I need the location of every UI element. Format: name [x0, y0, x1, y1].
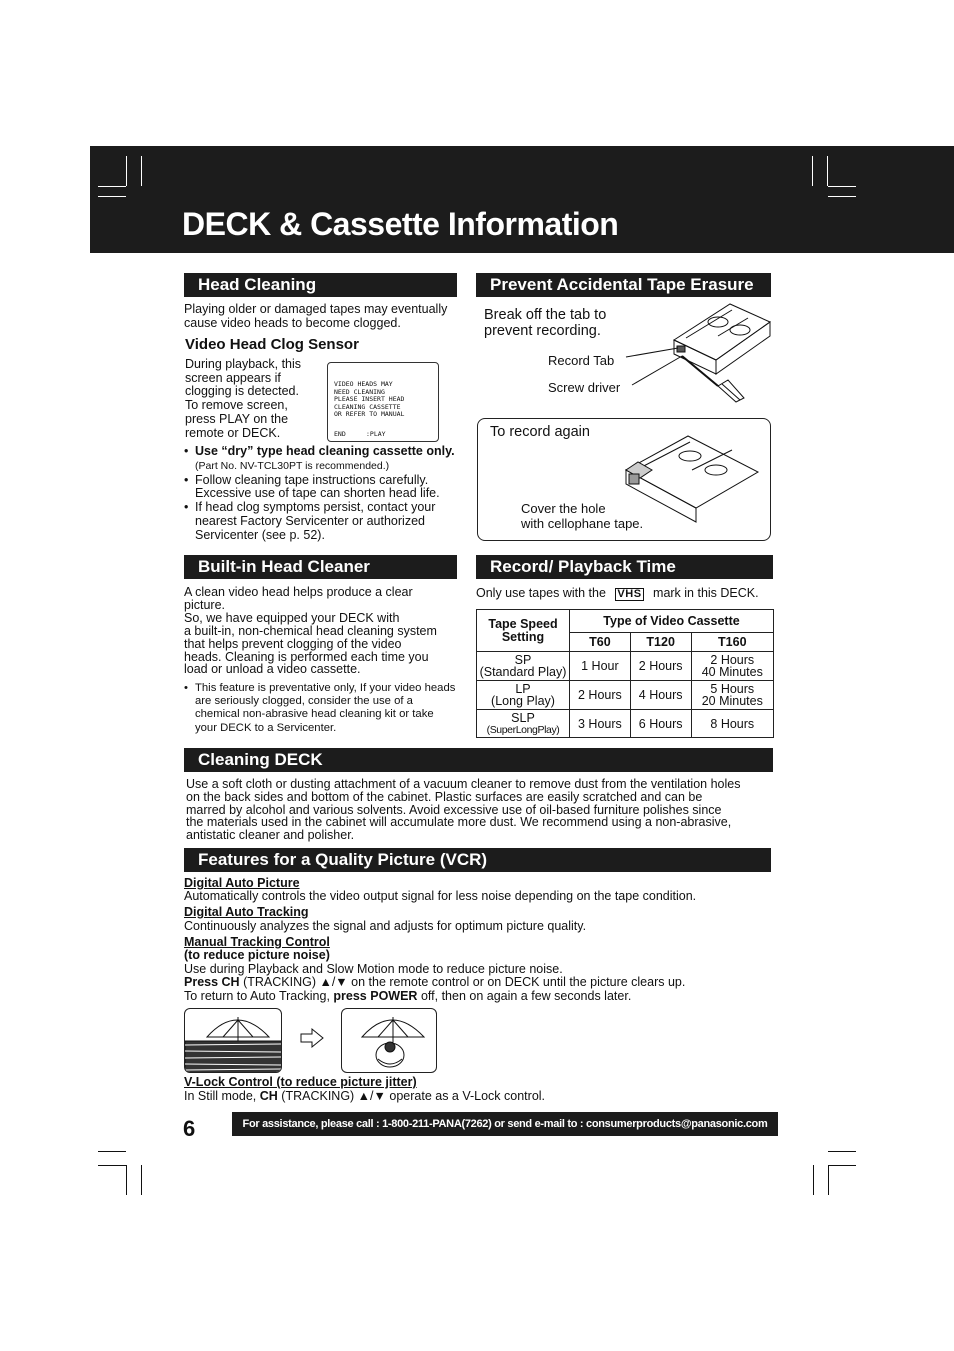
builtin-cleaner-line: So, we have equipped your DECK with — [184, 610, 400, 625]
clog-sensor-line: To remove screen, — [185, 398, 288, 413]
cassette-break-tab-illustration — [620, 300, 775, 405]
clog-sensor-line: remote or DECK. — [185, 425, 281, 440]
time-cell: 3 Hours — [570, 710, 631, 738]
vhs-note-after: mark in this DECK. — [653, 586, 759, 600]
crop-mark — [812, 156, 813, 186]
arrow-right-icon — [299, 1027, 325, 1049]
speed-code: SP — [514, 653, 532, 667]
time-cell — [691, 652, 773, 681]
cleaning-deck-heading: Cleaning DECK — [184, 748, 773, 772]
crop-mark — [828, 1165, 856, 1166]
time-minutes: 40 Minutes — [701, 665, 763, 679]
break-tab-text — [484, 307, 606, 339]
time-hours: 2 Hours — [710, 653, 755, 667]
mtc-subtitle: (to reduce picture noise) — [184, 948, 330, 962]
speed-name: (Long Play) — [491, 694, 555, 708]
prevent-erasure-heading: Prevent Accidental Tape Erasure — [476, 273, 771, 297]
col-t160: T160 — [691, 633, 773, 652]
col-tape-speed: Tape Speed Setting — [477, 610, 570, 652]
time-cell: 4 Hours — [630, 681, 691, 710]
assistance-footer: For assistance, please call : 1-800-211-PANA(7262) or send e-mail to : consumerproducts@panasonic.com — [232, 1112, 778, 1136]
vlock-after: (TRACKING) ▲/▼ operate as a V-Lock control. — [281, 1089, 546, 1103]
crop-mark — [827, 156, 828, 186]
clog-sensor-text — [185, 358, 315, 440]
builtin-cleaner-line: that helps prevent clogging of the video — [184, 636, 402, 651]
cover-hole-line: Cover the hole — [521, 501, 606, 516]
bullet-preventative: • This feature is preventative only, If your video heads are seriously clogged, consider the use of a chemical non-abrasive head cleaning kit or take your DECK to a Servicenter. — [184, 682, 456, 735]
time-cell: 1 Hour — [570, 652, 631, 681]
return-auto-line — [184, 990, 631, 1004]
head-cleaning-bullets — [184, 445, 460, 543]
page-number: 6 — [183, 1116, 196, 1141]
record-tab-label: Record Tab — [548, 353, 615, 368]
crop-mark — [98, 1151, 126, 1152]
vlock-before: In Still mode, — [184, 1089, 257, 1103]
builtin-cleaner-line: a built-in, non-chemical head cleaning system — [184, 623, 437, 638]
press-power-bold: press POWER — [333, 989, 418, 1003]
col-t120: T120 — [630, 633, 691, 652]
builtin-cleaner-heading: Built-in Head Cleaner — [184, 555, 457, 579]
cleaning-deck-line: on the back sides and bottom of the cabinet. Plastic surfaces are easily scratched and can be — [186, 789, 703, 804]
dat-text: Continuously analyzes the signal and adjusts for optimum picture quality. — [184, 919, 587, 933]
dat-title: Digital Auto Tracking — [184, 905, 309, 919]
break-tab-line: prevent recording. — [484, 323, 601, 339]
cover-hole-line: with cellophane tape. — [521, 516, 644, 531]
bullet-dry-cassette-bold: Use “dry” type head cleaning cassette only. — [195, 444, 455, 458]
return-auto-rest: off, then on again a few seconds later. — [420, 989, 632, 1003]
builtin-cleaner-line: load or unload a video cassette. — [184, 662, 361, 677]
crop-mark — [126, 156, 127, 186]
clog-sensor-line: During playback, this — [185, 357, 302, 371]
builtin-cleaner-bullets — [184, 682, 456, 735]
speed-cell — [477, 652, 570, 681]
builtin-cleaner-line: picture. — [184, 597, 225, 612]
screen-line: PLEASE INSERT HEAD — [334, 395, 405, 403]
speed-name: (SuperLongPlay) — [486, 723, 560, 736]
crop-mark — [98, 196, 126, 197]
cleaning-deck-line: the materials used in the cabinet will accumulate more dust. We recommend using a non-abrasive, — [186, 815, 732, 830]
cleaning-deck-line: Use a soft cloth or dusting attachment of a vacuum cleaner to remove dust from the ventilation holes — [186, 777, 741, 791]
cleaning-deck-text — [186, 778, 776, 842]
head-cleaning-intro-2: cause video heads to become clogged. — [184, 316, 401, 330]
time-minutes: 20 Minutes — [701, 694, 763, 708]
crop-mark — [98, 1165, 126, 1166]
cleaning-deck-line: antistatic cleaner and polisher. — [186, 828, 355, 843]
builtin-cleaner-line: A clean video head helps produce a clear — [184, 585, 413, 599]
press-ch-bold: Press CH — [184, 975, 240, 989]
time-hours: 5 Hours — [710, 682, 755, 696]
bullet-dry-cassette — [184, 445, 460, 474]
bullet-dry-cassette-note: (Part No. NV-TCL30PT is recommended.) — [195, 459, 390, 472]
clog-sensor-line: clogging is detected. — [185, 384, 299, 399]
vlock-title: V-Lock Control (to reduce picture jitter) — [184, 1075, 417, 1089]
vlock-text — [184, 1090, 545, 1104]
clog-sensor-line: screen appears if — [185, 370, 281, 385]
clear-picture-image — [341, 1008, 437, 1073]
mtc-title: Manual Tracking Control — [184, 935, 330, 949]
features-heading: Features for a Quality Picture (VCR) — [184, 848, 771, 872]
speed-code: SLP — [511, 710, 535, 725]
vhs-logo: VHS — [617, 588, 642, 600]
clog-sensor-line: press PLAY on the — [185, 411, 289, 426]
time-cell: 8 Hours — [691, 710, 773, 738]
dap-text: Automatically controls the video output signal for less noise depending on the tape condition. — [184, 889, 697, 903]
crop-mark — [828, 196, 856, 197]
page-title: DECK & Cassette Information — [182, 206, 619, 242]
dap-title: Digital Auto Picture — [184, 876, 300, 890]
screen-line: OR REFER TO MANUAL — [334, 410, 405, 418]
speed-name: (Standard Play) — [479, 665, 567, 679]
time-cell: 2 Hours — [630, 652, 691, 681]
record-time-heading: Record/ Playback Time — [476, 555, 773, 579]
crop-mark — [141, 156, 142, 186]
vhs-note-before: Only use tapes with the — [476, 586, 606, 600]
screw-driver-label: Screw driver — [548, 380, 621, 395]
crop-mark — [828, 1151, 856, 1152]
screen-end-label: END — [334, 430, 346, 438]
crop-mark — [126, 1165, 127, 1195]
time-cell — [691, 681, 773, 710]
crop-mark — [141, 1165, 142, 1195]
col-cassette-type: Type of Video Cassette — [570, 610, 774, 633]
screen-play-label: :PLAY — [366, 430, 386, 438]
return-auto-text: To return to Auto Tracking, — [184, 989, 330, 1003]
crop-mark — [98, 186, 126, 187]
clear-picture-svg — [342, 1009, 437, 1073]
speed-cell — [477, 710, 570, 738]
head-cleaning-intro-1: Playing older or damaged tapes may eventually — [184, 302, 448, 316]
screen-line: VIDEO HEADS MAY — [334, 380, 393, 388]
table-row — [477, 710, 774, 738]
crop-mark — [828, 1165, 829, 1195]
crop-mark — [813, 1165, 814, 1195]
press-ch-line — [184, 976, 685, 990]
noisy-picture-image — [184, 1008, 282, 1073]
record-again-label: To record again — [490, 424, 590, 440]
cover-hole-text — [521, 501, 643, 531]
builtin-cleaner-line: heads. Cleaning is performed each time you — [184, 649, 429, 664]
vhs-note — [476, 586, 759, 601]
table-row — [477, 652, 774, 681]
break-tab-line: Break off the tab to — [484, 307, 607, 323]
time-cell: 2 Hours — [570, 681, 631, 710]
crop-mark — [828, 186, 856, 187]
noisy-picture-svg — [185, 1009, 282, 1073]
clog-sensor-heading: Video Head Clog Sensor — [185, 336, 359, 353]
mtc-text: Use during Playback and Slow Motion mode to reduce picture noise. — [184, 962, 563, 976]
screen-line: CLEANING CASSETTE — [334, 402, 401, 411]
col-t60: T60 — [570, 633, 631, 652]
head-cleaning-heading: Head Cleaning — [184, 273, 457, 297]
vlock-ch-bold: CH — [259, 1089, 278, 1103]
time-cell: 6 Hours — [630, 710, 691, 738]
bullet-follow-instructions: • Follow cleaning tape instructions carefully. Excessive use of tape can shorten head life. — [184, 474, 460, 502]
press-ch-rest: (TRACKING) ▲/▼ on the remote control or on DECK until the picture clears up. — [243, 975, 686, 989]
builtin-cleaner-text — [184, 586, 460, 676]
cleaning-deck-line: marred by alcohol and various solvents. Avoid excessive use of oil-based furniture polishes since — [186, 802, 722, 817]
table-row — [477, 681, 774, 710]
screen-line: NEED CLEANING — [334, 387, 385, 396]
clog-warning-screen — [327, 362, 439, 442]
bullet-persist: • If head clog symptoms persist, contact your nearest Factory Servicenter or authorized Servicenter (see p. 52). — [184, 501, 460, 542]
speed-code: LP — [515, 682, 531, 696]
record-time-table — [476, 609, 774, 738]
speed-cell — [477, 681, 570, 710]
